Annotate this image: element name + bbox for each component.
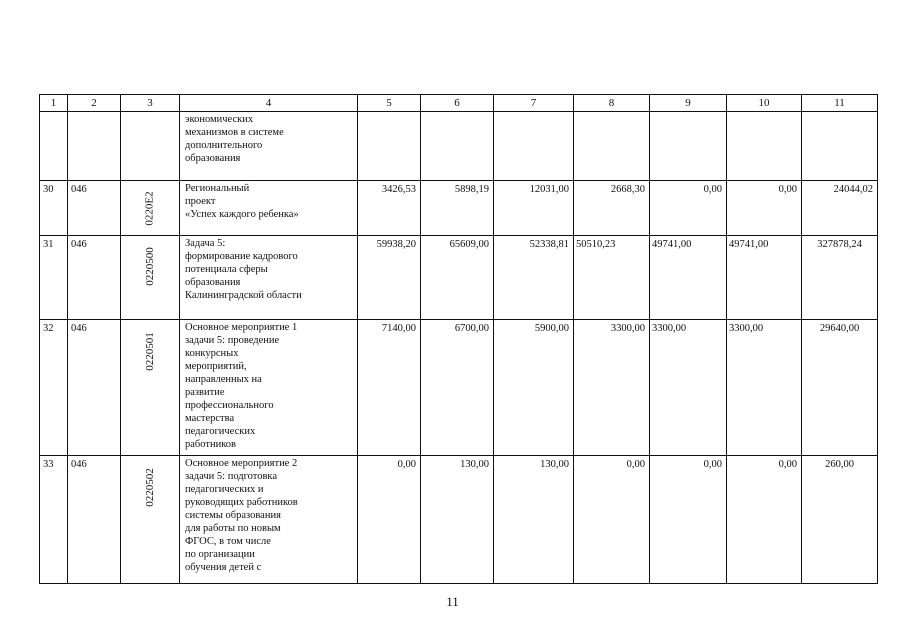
value-cell: 3426,53 <box>358 181 421 236</box>
table-row <box>40 181 878 236</box>
header-cell: 5 <box>358 95 421 112</box>
program-code: 0220501 <box>143 331 156 371</box>
value-cell: 3300,00 <box>727 320 802 456</box>
program-code: 0220Е2 <box>143 190 156 226</box>
grbs-code-cell: 046 <box>68 236 121 320</box>
header-cell: 11 <box>802 95 878 112</box>
row-number-cell: 31 <box>40 236 68 320</box>
row-number-cell: 30 <box>40 181 68 236</box>
row-number-cell: 33 <box>40 456 68 584</box>
grbs-code-cell: 046 <box>68 320 121 456</box>
table-row <box>40 236 878 320</box>
header-row <box>40 95 878 112</box>
value-cell: 12031,00 <box>494 181 574 236</box>
value-cell: 7140,00 <box>358 320 421 456</box>
program-code: 0220502 <box>143 467 156 507</box>
value-cell: 50510,23 <box>574 236 650 320</box>
program-code-cell <box>121 456 180 584</box>
value-cell <box>802 112 878 181</box>
value-cell: 2668,30 <box>574 181 650 236</box>
header-cell: 8 <box>574 95 650 112</box>
header-cell: 6 <box>421 95 494 112</box>
value-cell <box>574 112 650 181</box>
header-cell: 7 <box>494 95 574 112</box>
header-cell: 4 <box>180 95 358 112</box>
value-cell: 327878,24 <box>802 236 878 320</box>
value-cell: 6700,00 <box>421 320 494 456</box>
grbs-code-cell: 046 <box>68 456 121 584</box>
budget-table <box>39 94 878 584</box>
description-cell: Задача 5: формирование кадрового потенциала сферы образования Калининградской области <box>180 236 358 320</box>
table-row <box>40 456 878 584</box>
value-cell: 0,00 <box>727 181 802 236</box>
value-cell: 24044,02 <box>802 181 878 236</box>
header-cell: 9 <box>650 95 727 112</box>
value-cell: 0,00 <box>650 456 727 584</box>
value-cell: 5898,19 <box>421 181 494 236</box>
value-cell: 0,00 <box>574 456 650 584</box>
value-cell <box>494 112 574 181</box>
program-code: 0220500 <box>143 246 156 286</box>
value-cell <box>727 112 802 181</box>
value-cell: 52338,81 <box>494 236 574 320</box>
program-code-cell <box>121 181 180 236</box>
header-cell: 10 <box>727 95 802 112</box>
value-cell: 65609,00 <box>421 236 494 320</box>
header-cell: 2 <box>68 95 121 112</box>
program-code-cell <box>121 236 180 320</box>
grbs-code-cell <box>68 112 121 181</box>
value-cell <box>421 112 494 181</box>
value-cell: 49741,00 <box>650 236 727 320</box>
description-cell: Основное мероприятие 1 задачи 5: проведение конкурсных мероприятий, направленных на развитие профессионального мастерства педагогических работников <box>180 320 358 456</box>
table-row <box>40 320 878 456</box>
grbs-code-cell: 046 <box>68 181 121 236</box>
description-cell: экономических механизмов в системе дополнительного образования <box>180 112 358 181</box>
description-cell: Региональный проект «Успех каждого ребенка» <box>180 181 358 236</box>
value-cell: 59938,20 <box>358 236 421 320</box>
value-cell: 130,00 <box>421 456 494 584</box>
value-cell: 0,00 <box>358 456 421 584</box>
table-row <box>40 112 878 181</box>
row-number-cell <box>40 112 68 181</box>
program-code-cell <box>121 320 180 456</box>
value-cell: 29640,00 <box>802 320 878 456</box>
program-code-cell <box>121 112 180 181</box>
value-cell: 260,00 <box>802 456 878 584</box>
page-number: 11 <box>446 594 459 609</box>
value-cell: 0,00 <box>727 456 802 584</box>
header-cell: 1 <box>40 95 68 112</box>
value-cell: 3300,00 <box>650 320 727 456</box>
value-cell <box>650 112 727 181</box>
value-cell: 130,00 <box>494 456 574 584</box>
value-cell: 49741,00 <box>727 236 802 320</box>
value-cell: 3300,00 <box>574 320 650 456</box>
value-cell: 0,00 <box>650 181 727 236</box>
value-cell <box>358 112 421 181</box>
row-number-cell: 32 <box>40 320 68 456</box>
header-cell: 3 <box>121 95 180 112</box>
value-cell: 5900,00 <box>494 320 574 456</box>
description-cell: Основное мероприятие 2 задачи 5: подготовка педагогических и руководящих работников системы образования для работы по новым ФГОС, в том числе по организации обучения детей с <box>180 456 358 584</box>
